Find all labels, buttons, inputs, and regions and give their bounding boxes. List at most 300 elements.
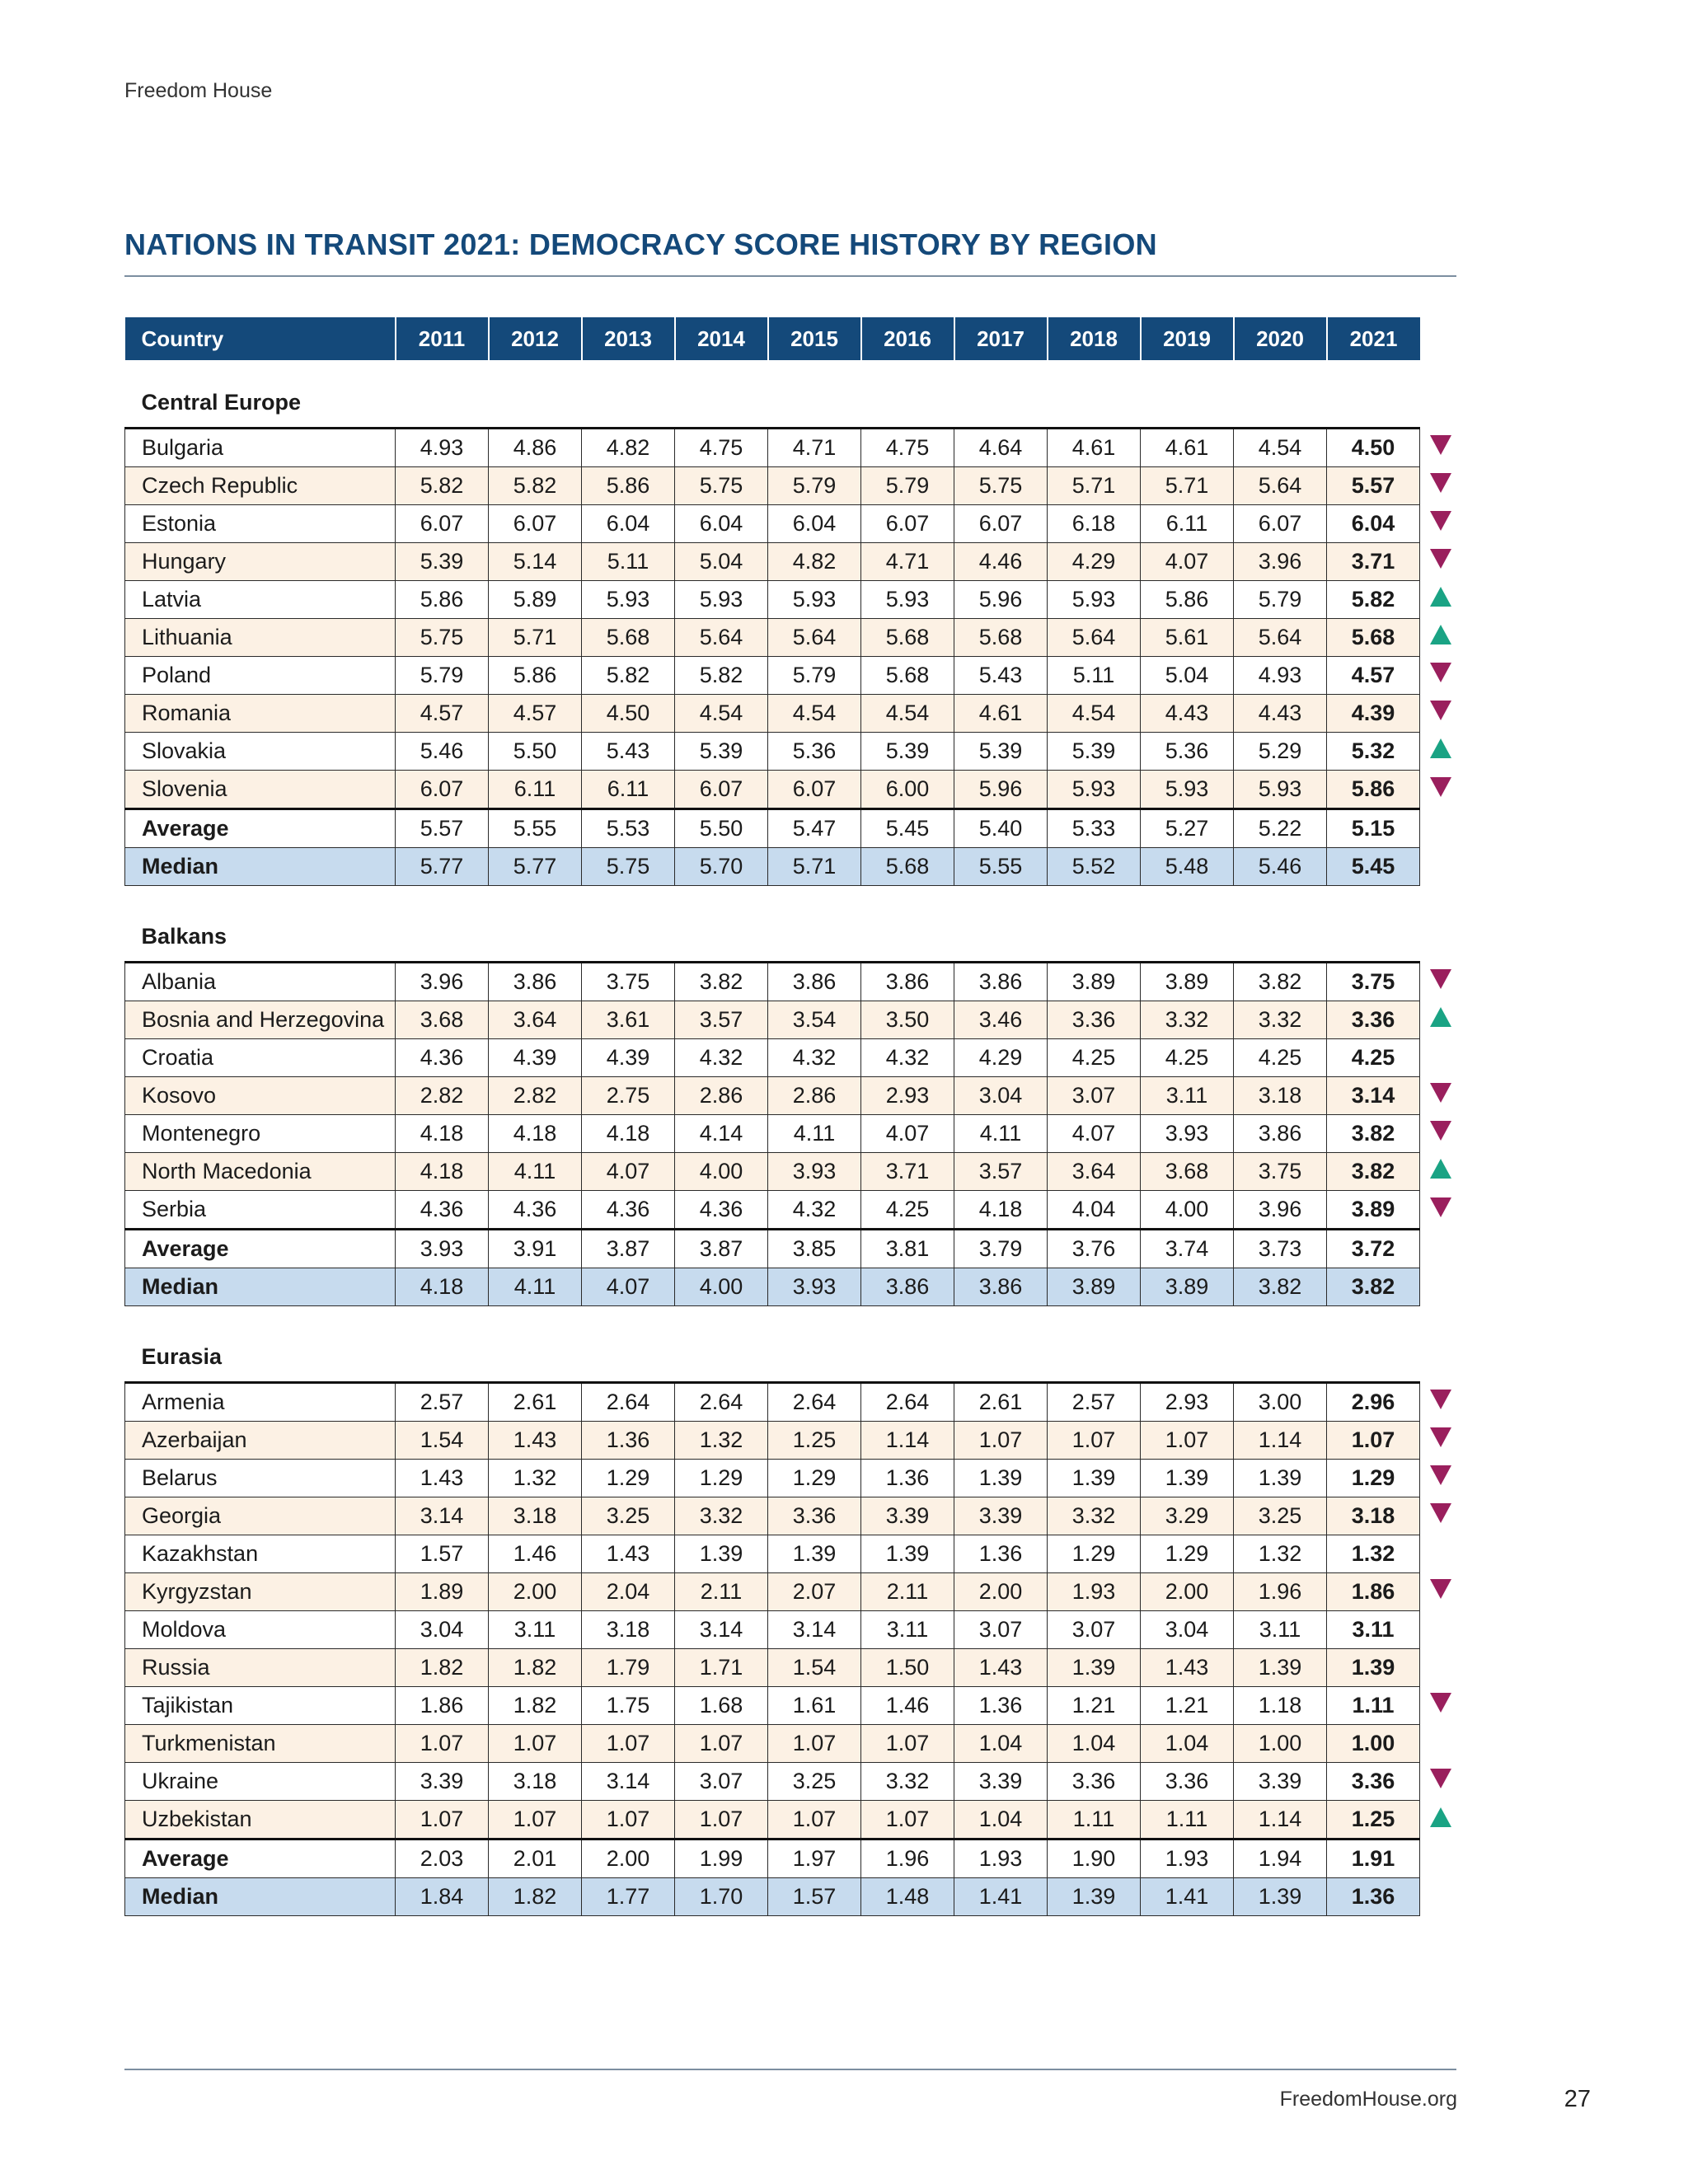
triangle-down-icon: [1430, 1083, 1451, 1103]
score-cell: 5.36: [768, 733, 861, 771]
score-cell: 4.18: [582, 1115, 675, 1153]
score-cell: 4.82: [582, 429, 675, 467]
score-cell: 3.93: [1141, 1115, 1234, 1153]
score-cell: 4.11: [954, 1115, 1048, 1153]
score-cell: 4.57: [489, 695, 582, 733]
score-cell: 1.43: [1141, 1649, 1234, 1687]
score-cell: 3.82: [675, 963, 768, 1001]
trend-cell: [1420, 1460, 1461, 1497]
score-cell: 3.07: [675, 1763, 768, 1801]
score-cell: 4.07: [1141, 543, 1234, 581]
average-row: [125, 1840, 1461, 1878]
score-cell: 2.75: [582, 1077, 675, 1115]
score-cell: 6.04: [1327, 505, 1420, 543]
score-cell: 5.64: [1048, 619, 1141, 657]
trend-cell: [1420, 848, 1461, 886]
average-label: Average: [125, 809, 396, 848]
score-cell: 1.96: [861, 1840, 954, 1878]
trend-cell: [1420, 1153, 1461, 1191]
score-cell: 3.07: [954, 1611, 1048, 1649]
score-cell: 4.61: [1141, 429, 1234, 467]
trend-cell: [1420, 1878, 1461, 1916]
score-cell: 5.14: [489, 543, 582, 581]
triangle-down-icon: [1430, 663, 1451, 682]
score-cell: 5.64: [1234, 619, 1327, 657]
score-cell: 3.18: [489, 1497, 582, 1535]
score-cell: 5.39: [1048, 733, 1141, 771]
trend-cell: [1420, 1001, 1461, 1039]
score-cell: 3.00: [1234, 1383, 1327, 1422]
trend-cell: [1420, 429, 1461, 467]
country-name: Russia: [125, 1649, 396, 1687]
score-cell: 6.18: [1048, 505, 1141, 543]
score-cell: 1.29: [1048, 1535, 1141, 1573]
score-cell: 5.68: [861, 657, 954, 695]
score-cell: 6.00: [861, 771, 954, 809]
score-cell: 3.11: [1234, 1611, 1327, 1649]
trend-cell: [1420, 1801, 1461, 1840]
country-name: Czech Republic: [125, 467, 396, 505]
score-cell: 5.32: [1327, 733, 1420, 771]
triangle-up-icon: [1430, 1159, 1451, 1179]
score-cell: 5.75: [675, 467, 768, 505]
column-header-year: 2020: [1234, 317, 1327, 360]
score-cell: 1.41: [1141, 1878, 1234, 1916]
score-cell: 4.36: [489, 1191, 582, 1230]
score-cell: 4.07: [1048, 1115, 1141, 1153]
score-cell: 6.07: [861, 505, 954, 543]
table-row: [125, 1725, 1461, 1763]
table-row: [125, 1497, 1461, 1535]
score-cell: 5.11: [582, 543, 675, 581]
score-cell: 5.57: [1327, 467, 1420, 505]
score-cell: 3.25: [1234, 1497, 1327, 1535]
score-cell: 4.75: [861, 429, 954, 467]
score-cell: 4.61: [954, 695, 1048, 733]
table-row: [125, 657, 1461, 695]
trend-cell: [1420, 1573, 1461, 1611]
trend-cell: [1420, 619, 1461, 657]
triangle-down-icon: [1430, 1390, 1451, 1409]
column-header-country: Country: [125, 317, 396, 360]
score-cell: 3.91: [489, 1230, 582, 1268]
score-cell: 5.43: [954, 657, 1048, 695]
score-cell: 6.11: [1141, 505, 1234, 543]
score-cell: 4.36: [675, 1191, 768, 1230]
score-cell: 3.82: [1327, 1268, 1420, 1306]
country-name: North Macedonia: [125, 1153, 396, 1191]
score-cell: 3.25: [582, 1497, 675, 1535]
table-row: [125, 1115, 1461, 1153]
score-cell: 3.32: [861, 1763, 954, 1801]
score-cell: 1.04: [1048, 1725, 1141, 1763]
score-cell: 1.39: [1048, 1460, 1141, 1497]
column-header-year: 2019: [1141, 317, 1234, 360]
score-cell: 3.71: [1327, 543, 1420, 581]
score-cell: 3.76: [1048, 1230, 1141, 1268]
score-cell: 4.71: [861, 543, 954, 581]
score-cell: 1.25: [768, 1422, 861, 1460]
score-cell: 3.36: [1327, 1763, 1420, 1801]
country-name: Slovenia: [125, 771, 396, 809]
score-cell: 5.96: [954, 581, 1048, 619]
score-cell: 2.00: [954, 1573, 1048, 1611]
score-cell: 1.07: [489, 1801, 582, 1840]
country-name: Georgia: [125, 1497, 396, 1535]
score-cell: 3.82: [1234, 963, 1327, 1001]
score-cell: 3.68: [1141, 1153, 1234, 1191]
score-cell: 3.14: [396, 1497, 489, 1535]
score-cell: 4.18: [396, 1153, 489, 1191]
region-header-row: [125, 894, 1461, 963]
score-cell: 3.36: [1048, 1763, 1141, 1801]
median-label: Median: [125, 1878, 396, 1916]
score-cell: 3.96: [1234, 543, 1327, 581]
score-cell: 6.04: [675, 505, 768, 543]
score-cell: 1.07: [861, 1801, 954, 1840]
score-cell: 3.39: [954, 1763, 1048, 1801]
score-cell: 5.50: [675, 809, 768, 848]
score-cell: 5.39: [396, 543, 489, 581]
score-cell: 5.11: [1048, 657, 1141, 695]
score-cell: 1.07: [396, 1801, 489, 1840]
score-cell: 4.54: [675, 695, 768, 733]
column-header-year: 2013: [582, 317, 675, 360]
country-name: Bulgaria: [125, 429, 396, 467]
score-cell: 5.82: [582, 657, 675, 695]
score-cell: 4.04: [1048, 1191, 1141, 1230]
score-cell: 1.04: [1141, 1725, 1234, 1763]
score-cell: 3.25: [768, 1763, 861, 1801]
score-cell: 4.00: [675, 1153, 768, 1191]
score-cell: 1.93: [954, 1840, 1048, 1878]
score-cell: 4.32: [675, 1039, 768, 1077]
score-cell: 4.43: [1141, 695, 1234, 733]
score-cell: 1.82: [489, 1687, 582, 1725]
score-cell: 4.39: [489, 1039, 582, 1077]
score-cell: 1.39: [1048, 1878, 1141, 1916]
score-cell: 5.45: [861, 809, 954, 848]
score-cell: 1.57: [396, 1535, 489, 1573]
score-cell: 1.79: [582, 1649, 675, 1687]
score-cell: 1.71: [675, 1649, 768, 1687]
score-cell: 5.93: [1048, 771, 1141, 809]
score-cell: 5.55: [489, 809, 582, 848]
score-cell: 4.39: [582, 1039, 675, 1077]
column-header-year: 2014: [675, 317, 768, 360]
score-cell: 5.46: [396, 733, 489, 771]
score-cell: 3.72: [1327, 1230, 1420, 1268]
score-cell: 4.25: [1048, 1039, 1141, 1077]
score-cell: 1.32: [1234, 1535, 1327, 1573]
triangle-down-icon: [1430, 511, 1451, 531]
score-cell: 3.32: [1141, 1001, 1234, 1039]
score-cell: 1.39: [1234, 1878, 1327, 1916]
score-cell: 5.82: [396, 467, 489, 505]
score-cell: 3.93: [768, 1153, 861, 1191]
score-cell: 1.32: [489, 1460, 582, 1497]
score-cell: 5.93: [861, 581, 954, 619]
score-cell: 1.94: [1234, 1840, 1327, 1878]
score-cell: 3.93: [396, 1230, 489, 1268]
score-cell: 1.57: [768, 1878, 861, 1916]
score-cell: 4.11: [489, 1153, 582, 1191]
score-cell: 2.00: [1141, 1573, 1234, 1611]
score-cell: 3.14: [582, 1763, 675, 1801]
score-cell: 3.82: [1234, 1268, 1327, 1306]
score-cell: 3.82: [1327, 1153, 1420, 1191]
score-cell: 5.64: [675, 619, 768, 657]
country-name: Montenegro: [125, 1115, 396, 1153]
page-title: NATIONS IN TRANSIT 2021: DEMOCRACY SCORE HISTORY BY REGION: [124, 227, 1456, 277]
median-row: [125, 848, 1461, 886]
score-cell: 3.39: [1234, 1763, 1327, 1801]
score-cell: 2.11: [675, 1573, 768, 1611]
triangle-down-icon: [1430, 1693, 1451, 1713]
trend-cell: [1420, 1687, 1461, 1725]
country-name: Latvia: [125, 581, 396, 619]
score-cell: 1.07: [861, 1725, 954, 1763]
score-cell: 3.39: [861, 1497, 954, 1535]
score-cell: 6.07: [489, 505, 582, 543]
score-cell: 5.86: [396, 581, 489, 619]
score-cell: 1.07: [396, 1725, 489, 1763]
score-cell: 3.32: [1234, 1001, 1327, 1039]
score-cell: 4.61: [1048, 429, 1141, 467]
country-name: Serbia: [125, 1191, 396, 1230]
score-cell: 5.96: [954, 771, 1048, 809]
score-cell: 1.46: [489, 1535, 582, 1573]
region-gap: [125, 886, 1461, 895]
score-cell: 5.39: [861, 733, 954, 771]
score-cell: 3.68: [396, 1001, 489, 1039]
score-cell: 3.86: [1234, 1115, 1327, 1153]
score-cell: 6.04: [768, 505, 861, 543]
score-cell: 3.29: [1141, 1497, 1234, 1535]
score-cell: 5.45: [1327, 848, 1420, 886]
trend-cell: [1420, 1077, 1461, 1115]
score-cell: 4.93: [396, 429, 489, 467]
score-cell: 3.36: [768, 1497, 861, 1535]
triangle-down-icon: [1430, 701, 1451, 720]
table-row: [125, 1001, 1461, 1039]
score-cell: 5.64: [1234, 467, 1327, 505]
score-cell: 3.36: [1048, 1001, 1141, 1039]
trend-cell: [1420, 1191, 1461, 1230]
page-number: 27: [1564, 2086, 1591, 2112]
score-cell: 3.64: [1048, 1153, 1141, 1191]
score-cell: 5.39: [954, 733, 1048, 771]
column-header-year: 2021: [1327, 317, 1420, 360]
score-cell: 3.82: [1327, 1115, 1420, 1153]
table-row: [125, 733, 1461, 771]
score-cell: 2.57: [396, 1383, 489, 1422]
score-cell: 3.75: [1327, 963, 1420, 1001]
score-cell: 6.11: [489, 771, 582, 809]
score-cell: 5.93: [1048, 581, 1141, 619]
table-row: [125, 771, 1461, 809]
score-cell: 4.50: [582, 695, 675, 733]
score-cell: 4.39: [1327, 695, 1420, 733]
score-cell: 1.68: [675, 1687, 768, 1725]
country-name: Lithuania: [125, 619, 396, 657]
table-row: [125, 543, 1461, 581]
score-cell: 4.07: [582, 1153, 675, 1191]
trend-cell: [1420, 1611, 1461, 1649]
score-cell: 3.75: [582, 963, 675, 1001]
score-cell: 5.55: [954, 848, 1048, 886]
score-cell: 2.82: [396, 1077, 489, 1115]
score-cell: 1.89: [396, 1573, 489, 1611]
table-row: [125, 1422, 1461, 1460]
score-cell: 1.84: [396, 1878, 489, 1916]
country-name: Moldova: [125, 1611, 396, 1649]
country-name: Uzbekistan: [125, 1801, 396, 1840]
score-cell: 5.68: [954, 619, 1048, 657]
score-cell: 1.96: [1234, 1573, 1327, 1611]
score-cell: 1.39: [1234, 1460, 1327, 1497]
triangle-down-icon: [1430, 969, 1451, 989]
table-row: [125, 505, 1461, 543]
score-cell: 5.68: [1327, 619, 1420, 657]
score-cell: 5.29: [1234, 733, 1327, 771]
score-cell: 3.46: [954, 1001, 1048, 1039]
trend-cell: [1420, 733, 1461, 771]
score-cell: 5.86: [489, 657, 582, 695]
column-header-year: 2015: [768, 317, 861, 360]
country-name: Kyrgyzstan: [125, 1573, 396, 1611]
trend-cell: [1420, 581, 1461, 619]
score-cell: 3.71: [861, 1153, 954, 1191]
score-cell: 5.77: [489, 848, 582, 886]
footer-divider: [124, 2069, 1456, 2070]
score-cell: 1.21: [1141, 1687, 1234, 1725]
score-cell: 5.68: [582, 619, 675, 657]
score-cell: 2.93: [1141, 1383, 1234, 1422]
score-cell: 5.22: [1234, 809, 1327, 848]
score-cell: 4.29: [1048, 543, 1141, 581]
score-cell: 3.14: [675, 1611, 768, 1649]
score-cell: 1.46: [861, 1687, 954, 1725]
region-gap: [125, 1306, 1461, 1315]
score-cell: 1.77: [582, 1878, 675, 1916]
score-cell: 5.64: [768, 619, 861, 657]
score-cell: 1.00: [1327, 1725, 1420, 1763]
score-cell: 3.86: [489, 963, 582, 1001]
score-cell: 3.32: [1048, 1497, 1141, 1535]
score-cell: 6.07: [1234, 505, 1327, 543]
score-cell: 1.07: [1048, 1422, 1141, 1460]
score-cell: 1.07: [675, 1725, 768, 1763]
score-cell: 1.93: [1141, 1840, 1234, 1878]
score-cell: 1.29: [1327, 1460, 1420, 1497]
score-cell: 3.18: [1234, 1077, 1327, 1115]
score-cell: 5.93: [675, 581, 768, 619]
country-name: Turkmenistan: [125, 1725, 396, 1763]
score-cell: 1.07: [582, 1801, 675, 1840]
trend-cell: [1420, 1763, 1461, 1801]
country-name: Belarus: [125, 1460, 396, 1497]
score-cell: 3.11: [1141, 1077, 1234, 1115]
country-name: Poland: [125, 657, 396, 695]
score-cell: 1.86: [396, 1687, 489, 1725]
column-header-year: 2016: [861, 317, 954, 360]
trend-cell: [1420, 1115, 1461, 1153]
score-cell: 1.39: [1141, 1460, 1234, 1497]
score-cell: 6.07: [954, 505, 1048, 543]
score-cell: 1.07: [1327, 1422, 1420, 1460]
score-cell: 5.93: [768, 581, 861, 619]
trend-cell: [1420, 657, 1461, 695]
triangle-down-icon: [1430, 1197, 1451, 1217]
triangle-down-icon: [1430, 473, 1451, 493]
triangle-down-icon: [1430, 435, 1451, 455]
score-cell: 4.18: [489, 1115, 582, 1153]
score-cell: 1.14: [1234, 1801, 1327, 1840]
score-cell: 5.52: [1048, 848, 1141, 886]
table-row: [125, 695, 1461, 733]
score-cell: 5.89: [489, 581, 582, 619]
trend-cell: [1420, 1039, 1461, 1077]
score-cell: 6.04: [582, 505, 675, 543]
score-cell: 3.96: [1234, 1191, 1327, 1230]
score-cell: 4.54: [768, 695, 861, 733]
score-cell: 1.61: [768, 1687, 861, 1725]
score-cell: 1.32: [675, 1422, 768, 1460]
score-cell: 5.86: [1327, 771, 1420, 809]
score-cell: 4.36: [396, 1191, 489, 1230]
score-cell: 6.11: [582, 771, 675, 809]
table-row: [125, 1460, 1461, 1497]
trend-cell: [1420, 1497, 1461, 1535]
score-cell: 3.85: [768, 1230, 861, 1268]
region-name: Central Europe: [141, 389, 302, 415]
table-row: [125, 1649, 1461, 1687]
score-cell: 2.61: [489, 1383, 582, 1422]
score-cell: 5.82: [489, 467, 582, 505]
score-cell: 3.81: [861, 1230, 954, 1268]
table-row: [125, 467, 1461, 505]
score-cell: 4.32: [861, 1039, 954, 1077]
score-cell: 3.87: [675, 1230, 768, 1268]
triangle-up-icon: [1430, 1007, 1451, 1027]
score-cell: 2.04: [582, 1573, 675, 1611]
score-cell: 6.07: [396, 771, 489, 809]
trend-cell: [1420, 467, 1461, 505]
average-label: Average: [125, 1230, 396, 1268]
score-cell: 5.50: [489, 733, 582, 771]
country-name: Slovakia: [125, 733, 396, 771]
country-name: Armenia: [125, 1383, 396, 1422]
table-row: [125, 1153, 1461, 1191]
column-header-year: 2012: [489, 317, 582, 360]
score-cell: 5.82: [675, 657, 768, 695]
score-cell: 5.61: [1141, 619, 1234, 657]
score-cell: 5.75: [396, 619, 489, 657]
score-cell: 1.82: [489, 1649, 582, 1687]
trend-cell: [1420, 771, 1461, 809]
score-cell: 3.93: [768, 1268, 861, 1306]
score-cell: 2.57: [1048, 1383, 1141, 1422]
score-cell: 3.86: [861, 1268, 954, 1306]
score-cell: 1.36: [861, 1460, 954, 1497]
score-cell: 1.97: [768, 1840, 861, 1878]
table-row: [125, 1763, 1461, 1801]
score-cell: 1.07: [582, 1725, 675, 1763]
score-cell: 4.07: [582, 1268, 675, 1306]
region-name: Balkans: [141, 923, 227, 949]
score-cell: 5.71: [1048, 467, 1141, 505]
